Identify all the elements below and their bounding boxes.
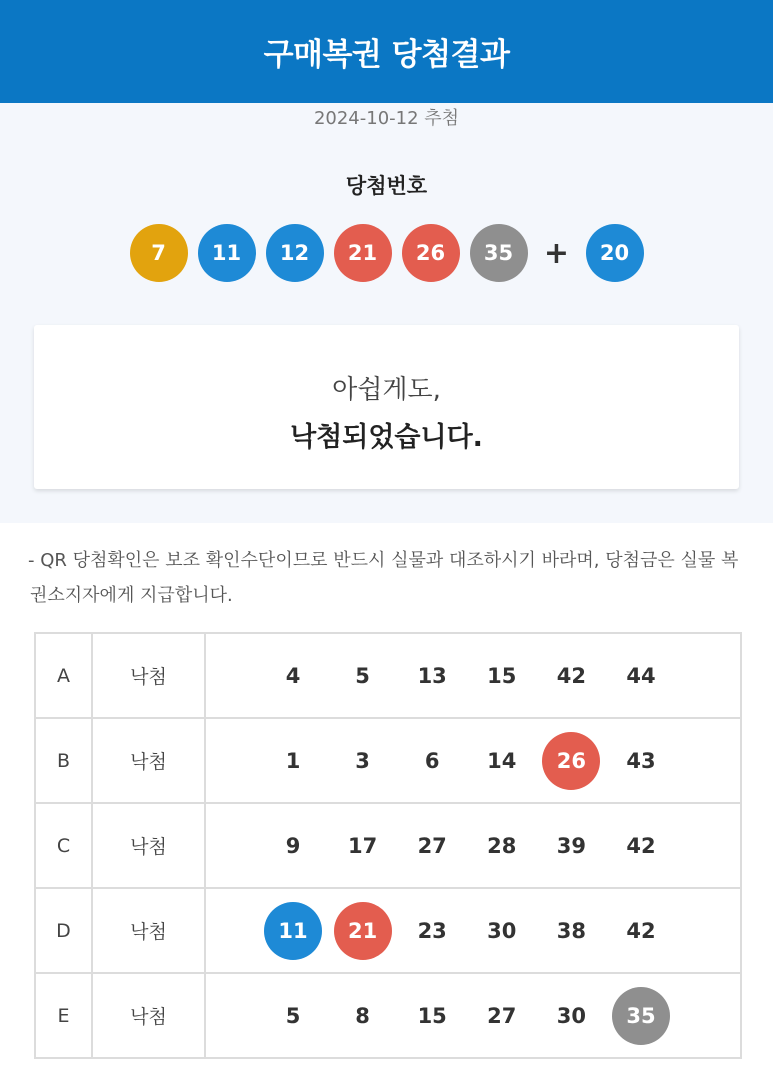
- ticket-number: 3: [355, 748, 370, 773]
- ticket-row-result: 낙첨: [92, 803, 205, 888]
- ticket-row-label: E: [35, 973, 92, 1058]
- ticket-row: [35, 718, 741, 803]
- ticket-number: 28: [487, 833, 517, 858]
- ticket-number: 38: [556, 918, 586, 943]
- draw-date: 2024-10-12 추첨: [313, 108, 460, 129]
- winning-ball: 12: [266, 224, 324, 282]
- ticket-number: 15: [417, 1003, 447, 1028]
- plus-icon: +: [543, 235, 570, 271]
- page-title: 구매복권 당첨결과: [0, 0, 773, 103]
- ticket-row-label: B: [35, 718, 92, 803]
- ticket-table: [34, 632, 742, 1059]
- ticket-number-matched: 26: [542, 732, 600, 790]
- ticket-number: 9: [285, 833, 301, 858]
- ticket-number: 42: [626, 918, 656, 943]
- ticket-row-numbers: [205, 803, 741, 888]
- ticket-number-matched: 21: [334, 902, 392, 960]
- winning-numbers-title: 당첨번호: [345, 174, 428, 198]
- winning-numbers: [0, 223, 773, 283]
- ticket-row-result: 낙첨: [92, 888, 205, 973]
- winning-ball: 26: [402, 224, 460, 282]
- winning-ball: 11: [198, 224, 256, 282]
- ticket-number: 27: [487, 1003, 517, 1028]
- ticket-number: 5: [355, 663, 370, 688]
- result-message-line1: 아쉽게도,: [332, 375, 441, 405]
- ticket-number: 15: [487, 663, 517, 688]
- ticket-number: 23: [417, 918, 447, 943]
- ticket-number: 1: [285, 748, 301, 773]
- result-message-line2: 낙첨되었습니다.: [290, 422, 483, 453]
- ticket-number: 5: [285, 1003, 301, 1028]
- ticket-row-numbers: [205, 888, 741, 973]
- ticket-number: 42: [556, 663, 586, 688]
- ticket-number-matched: 35: [612, 987, 670, 1045]
- ticket-number: 14: [487, 748, 517, 773]
- ticket-row-label: A: [35, 633, 92, 718]
- ticket-number: 6: [424, 748, 440, 773]
- ticket-number-matched: 11: [264, 902, 322, 960]
- ticket-number: 13: [417, 663, 447, 688]
- ticket-number: 8: [355, 1003, 370, 1028]
- qr-notice: - QR 당첨확인은 보조 확인수단이므로 반드시 실물과 대조하시기 바라며, 당첨금은 실물 복권소지자에게 지급합니다.: [28, 550, 739, 606]
- ticket-row-label: C: [35, 803, 92, 888]
- ticket-number: 44: [626, 663, 656, 688]
- ticket-row: [35, 803, 741, 888]
- winning-ball: 35: [470, 224, 528, 282]
- ticket-row: [35, 888, 741, 973]
- winning-ball: 21: [334, 224, 392, 282]
- bonus-ball: 20: [586, 224, 644, 282]
- ticket-row-result: 낙첨: [92, 718, 205, 803]
- ticket-row-result: 낙첨: [92, 973, 205, 1058]
- ticket-row-label: D: [35, 888, 92, 973]
- ticket-number: 27: [417, 833, 447, 858]
- ticket-row: [35, 633, 741, 718]
- ticket-number: 42: [626, 833, 656, 858]
- ticket-number: 17: [347, 833, 378, 858]
- ticket-number: 43: [626, 748, 656, 773]
- ticket-row-result: 낙첨: [92, 633, 205, 718]
- ticket-number: 4: [285, 663, 301, 688]
- winning-ball: 7: [130, 224, 188, 282]
- ticket-number: 30: [556, 1003, 586, 1028]
- ticket-row-numbers: [205, 973, 741, 1058]
- ticket-number: 39: [556, 833, 586, 858]
- ticket-row-numbers: [205, 718, 741, 803]
- ticket-number: 30: [487, 918, 517, 943]
- ticket-row-numbers: [205, 633, 741, 718]
- result-message-card: [34, 325, 739, 489]
- ticket-row: [35, 973, 741, 1058]
